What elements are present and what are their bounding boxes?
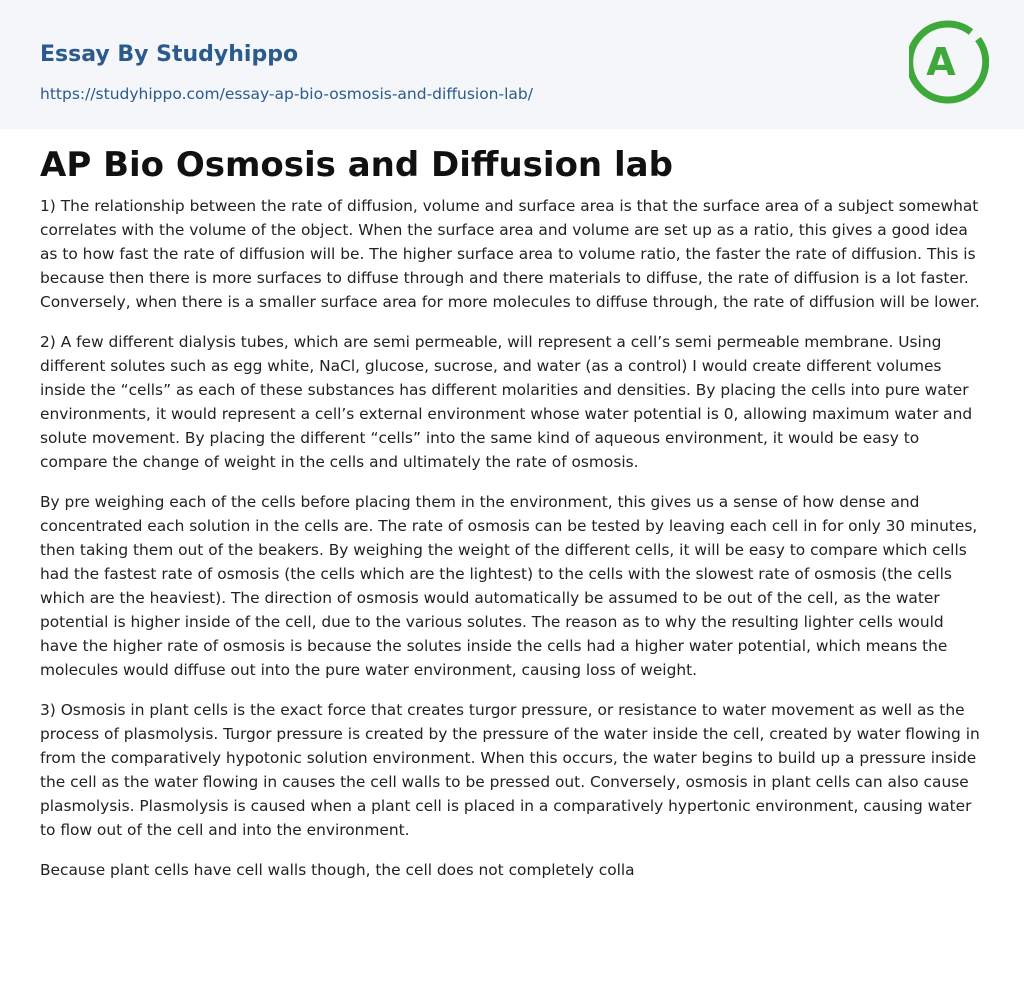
paragraph-5: Because plant cells have cell walls though, the cell does not completely colla xyxy=(40,861,635,879)
site-brand[interactable]: Essay By Studyhippo xyxy=(40,42,299,67)
article-body xyxy=(40,194,985,898)
paragraph-2: 2) A few different dialysis tubes, which are semi permeable, will represent a cell’s semi permeable membrane. Using different solutes such as egg white, NaCl, glucose, sucrose, and water (as a control) I would create different volumes inside the “cells” as each of these substances has different molarities and densities. By placing the cells into pure water environments, it would represent a cell’s external environment whose water potential is 0, allowing maximum water and solute movement. By placing the different “cells” into the same kind of aqueous environment, it would be easy to compare the change of weight in the cells and ultimately the rate of osmosis. xyxy=(40,333,973,471)
logo-a-icon xyxy=(909,17,989,107)
article-title: AP Bio Osmosis and Diffusion lab xyxy=(40,145,673,185)
logo-letter: A xyxy=(926,40,956,84)
site-header xyxy=(0,0,1024,129)
paragraph-1: 1) The relationship between the rate of diffusion, volume and surface area is that the surface area of a subject somewhat correlates with the volume of the object. When the surface area and volume are set up as a ratio, this gives a good idea as to how fast the rate of diffusion will be. The higher surface area to volume ratio, the faster the rate of diffusion. This is because then there is more surfaces to diffuse through and there materials to diffuse, the rate of diffusion is a lot faster. Conversely, when there is a smaller surface area for more molecules to diffuse through, the rate of diffusion will be lower. xyxy=(40,197,980,311)
studyhippo-logo[interactable] xyxy=(909,17,989,107)
paragraph-4: 3) Osmosis in plant cells is the exact force that creates turgor pressure, or resistance to water movement as well as the process of plasmolysis. Turgor pressure is created by the pressure of the water inside the cell, created by water flowing in from the comparatively hypotonic solution environment. When this occurs, the water begins to build up a pressure inside the cell as the water flowing in causes the cell walls to be pressed out. Conversely, osmosis in plant cells can also cause plasmolysis. Plasmolysis is caused when a plant cell is placed in a comparatively hypertonic environment, causing water to flow out of the cell and into the environment. xyxy=(40,701,980,839)
paragraph-3: By pre weighing each of the cells before placing them in the environment, this gives us a sense of how dense and concentrated each solution in the cells are. The rate of osmosis can be tested by leaving each cell in for only 30 minutes, then taking them out of the beakers. By weighing the weight of the different cells, it will be easy to compare which cells had the fastest rate of osmosis (the cells which are the lightest) to the cells with the slowest rate of osmosis (the cells which are the heaviest). The direction of osmosis would automatically be assumed to be out of the cell, as the water potential is higher inside of the cell, due to the various solutes. The reason as to why the resulting lighter cells would have the higher rate of osmosis is because the solutes inside the cells had a higher water potential, which means the molecules would diffuse out into the pure water environment, causing loss of weight. xyxy=(40,493,978,679)
essay-url-link[interactable]: https://studyhippo.com/essay-ap-bio-osmosis-and-diffusion-lab/ xyxy=(40,85,533,103)
